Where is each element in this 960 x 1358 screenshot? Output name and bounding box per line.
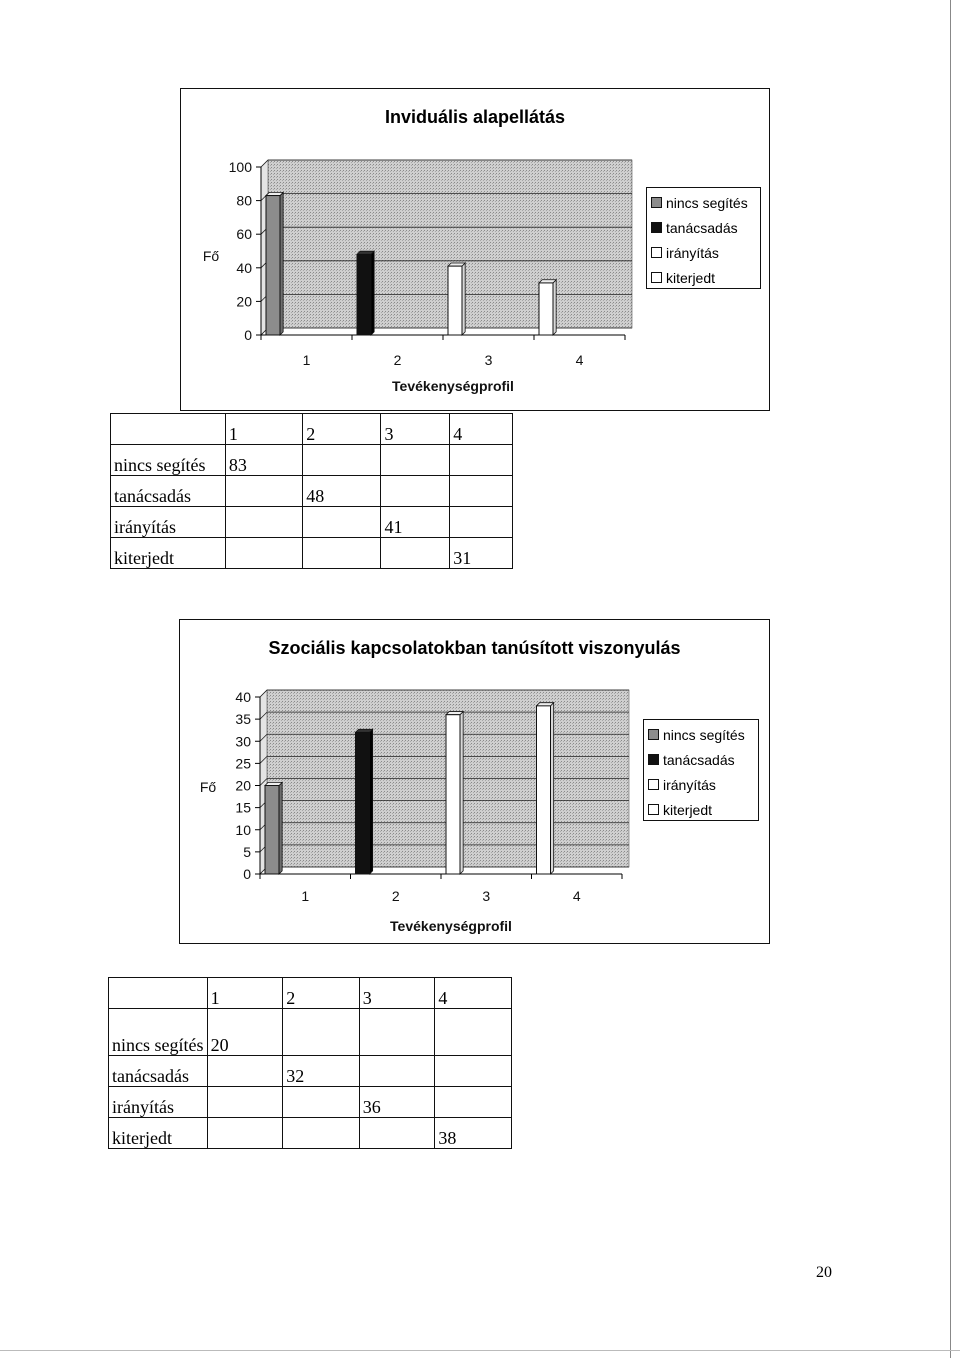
row-label-cell: irányítás [109, 1087, 208, 1118]
legend-label: irányítás [663, 776, 716, 793]
legend-label: irányítás [666, 244, 719, 261]
table-cell: 32 [283, 1056, 360, 1087]
table-row [109, 1118, 512, 1149]
legend-item-tanacsadas [648, 747, 754, 772]
bar-kiterjedt [539, 280, 556, 335]
legend-item-kiterjedt [648, 797, 754, 822]
table-header-row [109, 978, 512, 1009]
table-cell [283, 1087, 360, 1118]
table-cell: 4 [450, 414, 513, 445]
x-tick-label: 4 [572, 888, 581, 904]
chart-legend [646, 187, 761, 289]
legend-swatch [651, 272, 662, 283]
y-tick-label: 35 [235, 711, 251, 728]
x-tick-label: 3 [484, 352, 493, 368]
x-tick-label: 1 [301, 888, 310, 904]
table-cell [225, 538, 302, 569]
chart-1 [180, 88, 770, 411]
x-tick-label: 2 [391, 888, 400, 904]
data-table-2 [108, 977, 512, 1149]
table-cell [381, 538, 450, 569]
y-tick-label: 100 [228, 159, 252, 175]
table-cell: 20 [207, 1009, 283, 1056]
table-cell [225, 476, 302, 507]
table-cell [450, 507, 513, 538]
legend-swatch [648, 779, 659, 790]
legend-label: tanácsadás [663, 751, 735, 768]
table-cell: 83 [225, 445, 302, 476]
legend-label: tanácsadás [666, 219, 738, 236]
legend-item-iranyitas [648, 772, 754, 797]
table-cell [283, 1009, 360, 1056]
bar-tanacsadas [356, 729, 373, 874]
x-tick-label: 4 [575, 352, 584, 368]
x-tick-label: 3 [482, 888, 491, 904]
y-tick-label: 40 [235, 689, 251, 705]
legend-item-nincs-segites [651, 190, 756, 215]
table-cell: 48 [303, 476, 381, 507]
page-edge-bottom [0, 1350, 960, 1351]
table-cell [283, 1118, 360, 1149]
legend-item-nincs-segites [648, 722, 754, 747]
table-cell: 4 [435, 978, 512, 1009]
table-cell: 41 [381, 507, 450, 538]
table-cell [381, 476, 450, 507]
table-row [111, 507, 513, 538]
y-axis-label: Fő [202, 248, 220, 264]
y-tick-label: 10 [235, 821, 251, 838]
table-cell [303, 507, 381, 538]
bar-iranyitas [446, 712, 463, 874]
y-tick-label: 25 [235, 755, 251, 772]
table-cell: 2 [303, 414, 381, 445]
table-header-row [111, 414, 513, 445]
x-axis-label: Tevékenységprofil [392, 378, 514, 394]
legend-swatch [651, 247, 662, 258]
y-tick-label: 0 [243, 866, 251, 882]
y-tick-label: 30 [235, 733, 251, 750]
table-cell [435, 1009, 512, 1056]
table-cell [359, 1118, 435, 1149]
y-tick-label: 20 [236, 293, 252, 310]
y-tick-label: 40 [236, 259, 252, 276]
table-cell [303, 445, 381, 476]
table-cell: 31 [450, 538, 513, 569]
bar-iranyitas [448, 263, 465, 335]
legend-label: nincs segítés [663, 726, 745, 743]
y-tick-label: 80 [236, 192, 252, 209]
table-cell [207, 1118, 283, 1149]
row-label-cell: nincs segítés [111, 445, 226, 476]
table-row [109, 1009, 512, 1056]
bar-tanacsadas [357, 251, 374, 335]
legend-swatch [648, 804, 659, 815]
table-cell [207, 1056, 283, 1087]
chart-2 [179, 619, 770, 944]
y-tick-label: 15 [235, 799, 251, 816]
table-cell: 38 [435, 1118, 512, 1149]
table-cell [359, 1056, 435, 1087]
row-label-cell: nincs segítés [109, 1009, 208, 1056]
chart-title: Inviduális alapellátás [384, 107, 566, 127]
legend-swatch [648, 729, 659, 740]
table-cell [435, 1056, 512, 1087]
legend-swatch [651, 222, 662, 233]
row-label-cell: kiterjedt [111, 538, 226, 569]
table-cell [381, 445, 450, 476]
legend-swatch [651, 197, 662, 208]
chart-title: Szociális kapcsolatokban tanúsított viszonyulás [268, 638, 681, 658]
table-row [111, 445, 513, 476]
y-axis-label: Fő [199, 779, 217, 795]
x-tick-label: 1 [302, 352, 311, 368]
row-label-cell: tanácsadás [111, 476, 226, 507]
table-cell: 2 [283, 978, 360, 1009]
table-cell [207, 1087, 283, 1118]
bar-nincs-segites [266, 192, 283, 335]
page-edge-right [950, 0, 951, 1358]
table-cell [450, 476, 513, 507]
bar-kiterjedt [537, 703, 554, 874]
y-tick-label: 5 [243, 843, 251, 860]
row-label-cell: tanácsadás [109, 1056, 208, 1087]
table-cell: 1 [225, 414, 302, 445]
table-cell [303, 538, 381, 569]
legend-item-tanacsadas [651, 215, 756, 240]
legend-label: kiterjedt [666, 269, 716, 286]
table-cell [435, 1087, 512, 1118]
row-label-cell [111, 414, 226, 445]
table-row [111, 538, 513, 569]
row-label-cell: irányítás [111, 507, 226, 538]
table-row [111, 476, 513, 507]
table-cell: 3 [381, 414, 450, 445]
table-cell [359, 1009, 435, 1056]
y-tick-label: 20 [235, 777, 251, 794]
legend-item-iranyitas [651, 240, 756, 265]
row-label-cell [109, 978, 208, 1009]
table-row [109, 1087, 512, 1118]
y-tick-label: 0 [244, 327, 252, 343]
table-cell: 3 [359, 978, 435, 1009]
bar-nincs-segites [265, 782, 282, 874]
table-cell [225, 507, 302, 538]
y-tick-label: 60 [236, 226, 252, 243]
table-cell [450, 445, 513, 476]
legend-label: kiterjedt [663, 801, 713, 818]
page-number: 20 [816, 1264, 832, 1281]
legend-item-kiterjedt [651, 265, 756, 290]
data-table-1 [110, 413, 513, 569]
legend-label: nincs segítés [666, 194, 748, 211]
table-cell: 36 [359, 1087, 435, 1118]
table-row [109, 1056, 512, 1087]
table-cell: 1 [207, 978, 283, 1009]
row-label-cell: kiterjedt [109, 1118, 208, 1149]
x-tick-label: 2 [393, 352, 402, 368]
chart-legend [643, 719, 759, 821]
x-axis-label: Tevékenységprofil [390, 918, 512, 934]
legend-swatch [648, 754, 659, 765]
